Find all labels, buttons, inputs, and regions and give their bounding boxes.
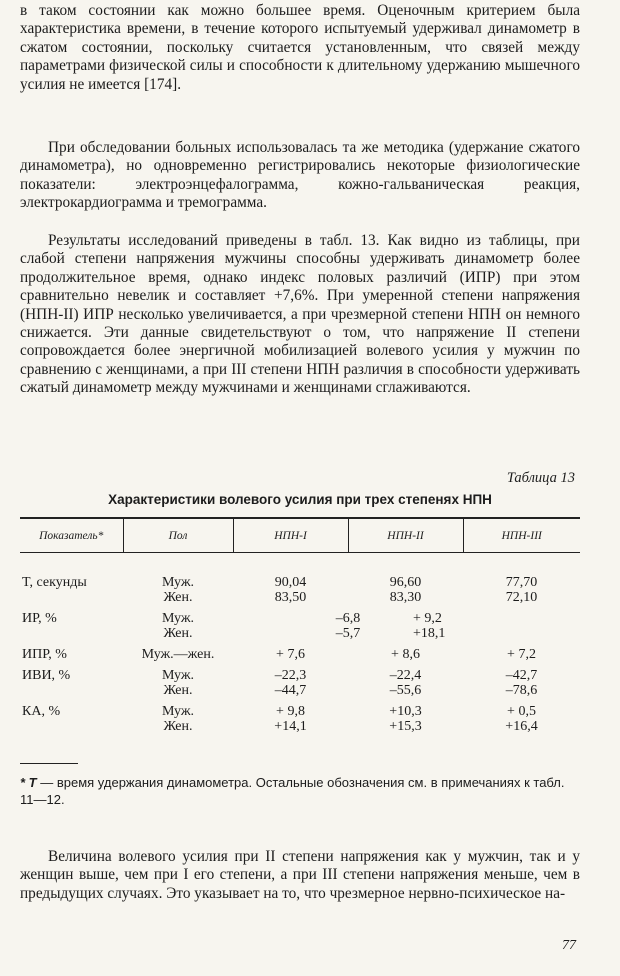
header-npn2: НПН-II — [348, 518, 463, 553]
footnote-mark: * Т — [20, 775, 37, 790]
page-number: 77 — [562, 938, 576, 953]
value: + 0,5 — [507, 704, 536, 719]
sex-cell — [123, 662, 233, 698]
header-sex: Пол — [123, 518, 233, 553]
indicator-cell: T, секунды — [22, 575, 87, 590]
sex-cell — [123, 553, 233, 606]
value: –44,7 — [274, 683, 307, 698]
paragraph-1: в таком состоянии как можно большее время. Оценочным критерием была характеристика времени, в течение которого испытуемый удерживал динамометр в сжатом состоянии, поскольку считается установленным, что связей между параметрами физической силы и способности к длительному удержанию мышечного усилия не имеется [174]. — [20, 2, 580, 93]
table-row — [20, 553, 580, 606]
table-header-row — [20, 518, 580, 553]
sex-value: Муж. — [161, 575, 195, 590]
table-row — [20, 641, 580, 662]
sex-value: Муж.—жен. — [141, 647, 215, 662]
value: –42,7 — [505, 668, 538, 683]
value: + 9,2 — [413, 611, 442, 626]
footnote-text: — время удержания динамометра. Остальные обозначения см. в примечаниях к табл. 11—12. — [20, 775, 565, 807]
table-row — [20, 698, 580, 734]
value: +16,4 — [505, 719, 538, 734]
value: 72,10 — [505, 590, 538, 605]
value: + 7,6 — [276, 647, 305, 662]
value: +18,1 — [413, 626, 446, 641]
header-indicator: Показатель* — [20, 518, 123, 553]
table-row — [20, 605, 580, 641]
sex-value: Муж. — [161, 668, 195, 683]
value: –5,7 — [335, 626, 361, 641]
sex-value: Жен. — [163, 683, 193, 698]
indicator-cell: ИВИ, % — [22, 668, 71, 683]
value: 96,60 — [389, 575, 422, 590]
sex-cell — [123, 698, 233, 734]
value: –78,6 — [505, 683, 538, 698]
sex-cell — [123, 641, 233, 662]
table-label: Таблица 13 — [506, 470, 575, 486]
value-cell — [463, 662, 580, 698]
value: –6,8 — [335, 611, 361, 626]
value: 83,50 — [274, 590, 307, 605]
value-cell — [348, 553, 463, 606]
value: –22,3 — [274, 668, 307, 683]
paragraph-2: При обследовании больных использовалась та же методика (удержание сжатого динамометра), но одновременно регистрировались некоторые физиологические показатели: электроэнцефалограмма, кожно-гальваническая реакция, электрокардиограмма и тремограмма. — [20, 139, 580, 212]
value: +14,1 — [274, 719, 307, 734]
value: +10,3 — [389, 704, 422, 719]
value: –22,4 — [389, 668, 422, 683]
value-cell — [233, 662, 348, 698]
paragraph-4: Величина волевого усилия при II степени напряжения как у мужчин, так и у женщин выше, чем при I его степени, а при III степени напряжения меньше, чем в предыдущих случаях. Это указывает на то, что чрезмерное нервно-психическое на- — [20, 848, 580, 902]
table-row — [20, 662, 580, 698]
value: +15,3 — [389, 719, 422, 734]
value-cell — [233, 553, 348, 606]
value-cell — [463, 553, 580, 606]
data-table — [20, 517, 580, 734]
value: + 7,2 — [507, 647, 536, 662]
value-cell — [463, 641, 580, 662]
sex-cell — [123, 605, 233, 641]
header-npn3: НПН-III — [463, 518, 580, 553]
value-cell — [233, 698, 348, 734]
value-cell — [348, 662, 463, 698]
value: 83,30 — [389, 590, 422, 605]
value-cell — [233, 641, 348, 662]
paragraph-3: Результаты исследований приведены в табл. 13. Как видно из таблицы, при слабой степени напряжения мужчины способны удерживать динамометр более продолжительное время, однако индекс половых различий (ИПР) при этом сравнительно невелик и составляет +7,6%. При умеренной степени напряжения (НПН-II) ИПР несколько увеличивается, а при чрезмерной степени НПН он немного снижается. Эти данные свидетельствуют о том, что напряжение II степени сопровождается более энергичной мобилизацией волевого усилия у мужчин по сравнению с женщинами, а при III степени НПН различия в способности удерживать сжатый динамометр между мужчинами и женщинами сглаживаются. — [20, 232, 580, 397]
value: 77,70 — [505, 575, 538, 590]
indicator-cell: КА, % — [22, 704, 61, 719]
value: + 8,6 — [391, 647, 420, 662]
value-cell — [348, 698, 463, 734]
indicator-cell: ИР, % — [22, 611, 57, 626]
sex-value: Жен. — [163, 626, 193, 641]
sex-value: Жен. — [163, 590, 193, 605]
value-cell — [463, 698, 580, 734]
value-cell — [348, 641, 463, 662]
value: –55,6 — [389, 683, 422, 698]
value: + 9,8 — [276, 704, 305, 719]
header-npn1: НПН-I — [233, 518, 348, 553]
indicator-cell: ИПР, % — [22, 647, 67, 662]
footnote-divider — [20, 763, 78, 764]
sex-value: Муж. — [161, 704, 195, 719]
sex-value: Жен. — [163, 719, 193, 734]
value-cell — [413, 605, 580, 641]
footnote — [20, 774, 580, 808]
value: 90,04 — [274, 575, 307, 590]
sex-value: Муж. — [161, 611, 195, 626]
table-title: Характеристики волевого усилия при трех степенях НПН — [108, 492, 492, 507]
